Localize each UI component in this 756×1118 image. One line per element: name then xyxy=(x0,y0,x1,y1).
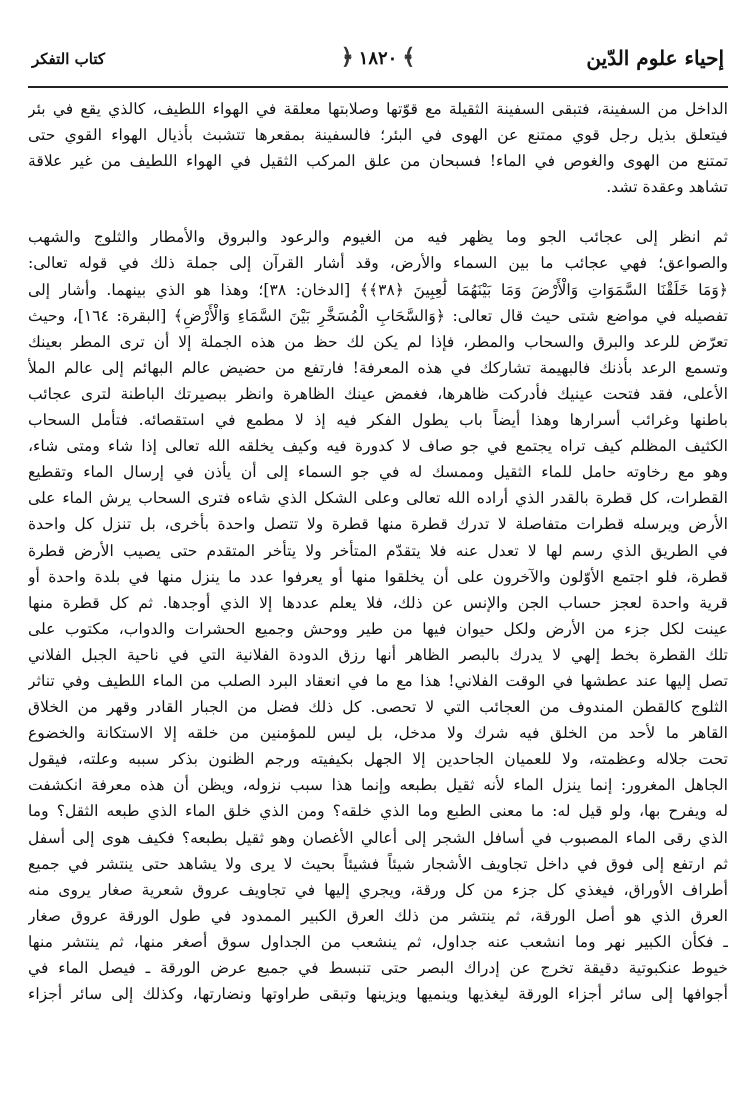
text-line: القطرات، كل قطرة بالقدر الذي أراده الله تعالى وعلى الشكل الذي شاءه فترى السحاب يرش الماء على xyxy=(28,489,728,508)
text-line: الأعلى، فقد فتحت عينيك فأدركت ظاهرها، فغمض عينك الظاهرة وانظر ببصيرتك الباطنة لترى عجائب xyxy=(28,384,728,403)
text-line: قرية واحدة لعجز حساب الجن والإنس عن ذلك، فلا يعلم عددها إلا الذي أوجدها. ثم كل قطرة منها xyxy=(28,593,728,612)
ornament-right-icon: ﴾ xyxy=(402,44,416,70)
text-line: تمتنع من الهوى والغوص في الماء! فسبحان من علق المركب الثقيل في الهواء اللطيف من غير علاقة xyxy=(28,152,728,171)
text-line: تعرّض للرعد والبرق والسحاب والمطر، فإذا لم يكن لك حظ من هذه الجملة إلا أن ترى المطر بعينك xyxy=(28,332,728,351)
text-line: خيوط عنكبوتية دقيقة تخرج عن إدراك البصر حتى تنبسط في جميع عرض الورقة ـ فيصل الماء في xyxy=(28,959,728,977)
text-line: والصواعق؛ فهي عجائب ما بين السماء والأرض، وقد أشار القرآن إلى جملة ذلك في قوله تعالى: xyxy=(28,254,728,273)
text-line xyxy=(28,1085,728,1094)
text-line: الأرض ويرسله قطرات متفاصلة لا تدرك قطرة منها قطرة ولا تتصل واحدة بأخرى، بل تنزل كل واحدة xyxy=(28,515,728,534)
text-line xyxy=(28,1007,728,1033)
text-line: ثم انظر إلى عجائب الجو وما يظهر فيه من الغيوم والرعود والبروق والأمطار والثلوج والشهب xyxy=(28,228,728,247)
text-line: وهو مع رخاوته حامل للماء الثقيل وممسك له في جو السماء إلى أن يأذن في إرسال الماء وتقطيع xyxy=(28,463,728,482)
section-title: كتاب التفكر xyxy=(32,50,105,68)
ornament-left-icon: ﴿ xyxy=(340,44,354,70)
text-line: ـ فكأن الكبير نهر وما انشعب عنه جداول، ثم ينشعب من الجداول سوق أصغر منها، ثم ينتشر منها xyxy=(28,932,728,951)
text-line: تشاهد وعقدة تشد. xyxy=(606,178,728,197)
text-line: تصل إليها عند عطشها في الوقت الفلاني! هذا مع ما في انعقاد البرد الصلب من الماء اللطيف وفي تناثر xyxy=(28,671,728,690)
text-line: ثم ارتفع إلى فوق في داخل تجاويف الأشجار شيئاً فشيئاً بحيث لا يرى ولا يشاهد حتى ينتشر في جميع xyxy=(28,854,728,873)
text-line: عينت لكل جزء من الأرض ولكل حيوان فيها من طير ووحش وجميع الحشرات والدواب، مكتوب على xyxy=(28,619,728,638)
text-line: تلك القطرة بخط إلهي لا يدرك بالبصر الظاهر أنها رزق الدودة الفلانية التي في ناحية الجبل الفلاني xyxy=(28,645,728,664)
text-line: العرق الذي هو أصل الورقة، ثم ينتشر من ذلك العرق الكبير الممدود في طول الورقة عروق صغار xyxy=(28,906,728,925)
text-line: تفصيله في مواضع شتى حيث قال تعالى: ﴿وَالسَّحَابِ الْمُسَخَّرِ بَيْنَ السَّمَاءِ وَالْأَرْضِ﴾ [البقرة: ١٦٤]، وحيث xyxy=(28,306,728,325)
text-line: الذي رقى الماء المصبوب في أسافل الشجر إلى أعالي الأغصان وهو ثقيل بطبعه؟ فكيف هوى إلى أسفل xyxy=(28,828,728,847)
page-header xyxy=(28,30,728,88)
paragraph-gap xyxy=(28,200,728,224)
text-line: ﴿وَمَا خَلَقْنَا السَّمَوَاتِ وَالْأَرْضَ وَمَا بَيْنَهُمَا لَٰعِبِينَ ﴿٣٨﴾﴾ [الدخان: ٣٨]؛ وهذا هو الذي بينهما. وأشار إلى xyxy=(28,280,728,299)
text-line xyxy=(28,1059,728,1085)
text-line: وتسمع الرعد بأذنك فالبهيمة تشاركك في هذه المعرفة! فارتفع من حضيض عالم البهائم إلى عالم الملأ xyxy=(28,358,728,377)
text-line: أجوافها إلى سائر أجزاء الورقة ليغذيها وينميها ويزينها وتبقى طراوتها ونضارتها، وكذلك إلى سائر أجزاء xyxy=(28,985,728,1004)
text-line: قطرة، فلو اجتمع الأوّلون والآخرون على أن يخلقوا منها أو يعرفوا عدد ما ينزل منها في بلدة واحدة أو xyxy=(28,567,728,586)
text-line: أطراف الأوراق، فيغذي كل جزء من كل ورقة، ويجري إليها في تجاويف عروق شعرية صغار يروى منه xyxy=(28,880,728,899)
text-line: تحت جلاله وعظمته، ولا للعميان الجاحدين إلا الجهل بكيفيته ورجم الظنون بذكر سببه وعلته، فيقول xyxy=(28,750,728,769)
text-line: الداخل من السفينة، فتبقى السفينة الثقيلة مع قوّتها وصلابتها معلقة في الهواء اللطيف، كالذي يقع في بئر xyxy=(28,100,728,118)
text-line: الكثيف المظلم كيف تراه يجتمع في جو صاف لا كدورة فيه وكيف يخلقه الله تعالى إذا شاء ومتى شاء، xyxy=(28,437,728,456)
text-line xyxy=(28,1033,728,1059)
text-line: في الطريق الذي رسم لها لا تعدل عنه فلا يتقدّم المتأخر ولا يتأخر المتقدم حتى يصيب الأرض قطرة xyxy=(28,541,728,560)
text-line: الثلوج كالقطن المندوف من العجائب التي لا تحصى. كل ذلك فضل من الجبار القادر وقهر من الخلاق xyxy=(28,698,728,717)
text-line: فيتعلق بذيل رجل قوي ممتنع عن الهوى في البئر؛ فالسفينة بمقعرها تتشبث بأذيال الهواء القوي حتى xyxy=(28,126,728,145)
text-line: الجاهل المغرور: إنما ينزل الماء لأنه ثقيل بطبعه وإنما هذا سبب نزوله، ويظن أن هذه معرفة انكشفت xyxy=(28,776,728,795)
page-number-block xyxy=(336,44,420,70)
paragraph xyxy=(28,96,728,200)
text-line: القاهر ما لأحد من الخلق فيه شرك ولا مدخل، بل ليس للمؤمنين من خلقه إلا الاستكانة والخضوع xyxy=(28,724,728,743)
text-line: باطنها وغرائب أسرارها وهذا أيضاً باب يطول الفكر فيه إذ لا مطمع في استقصائه. فتأمل السحاب xyxy=(28,411,728,430)
paragraph xyxy=(28,224,728,1094)
book-title: إحياء علوم الدّين xyxy=(586,46,724,70)
page-number: ١٨٢٠ xyxy=(358,48,398,69)
page-body xyxy=(28,96,728,1094)
text-line: له ويفرح بها، ولو قيل له: ما معنى الطبع وما الذي خلقه؟ ومن الذي خلق الماء الذي طبعه الثقل؟ وما xyxy=(28,802,728,821)
